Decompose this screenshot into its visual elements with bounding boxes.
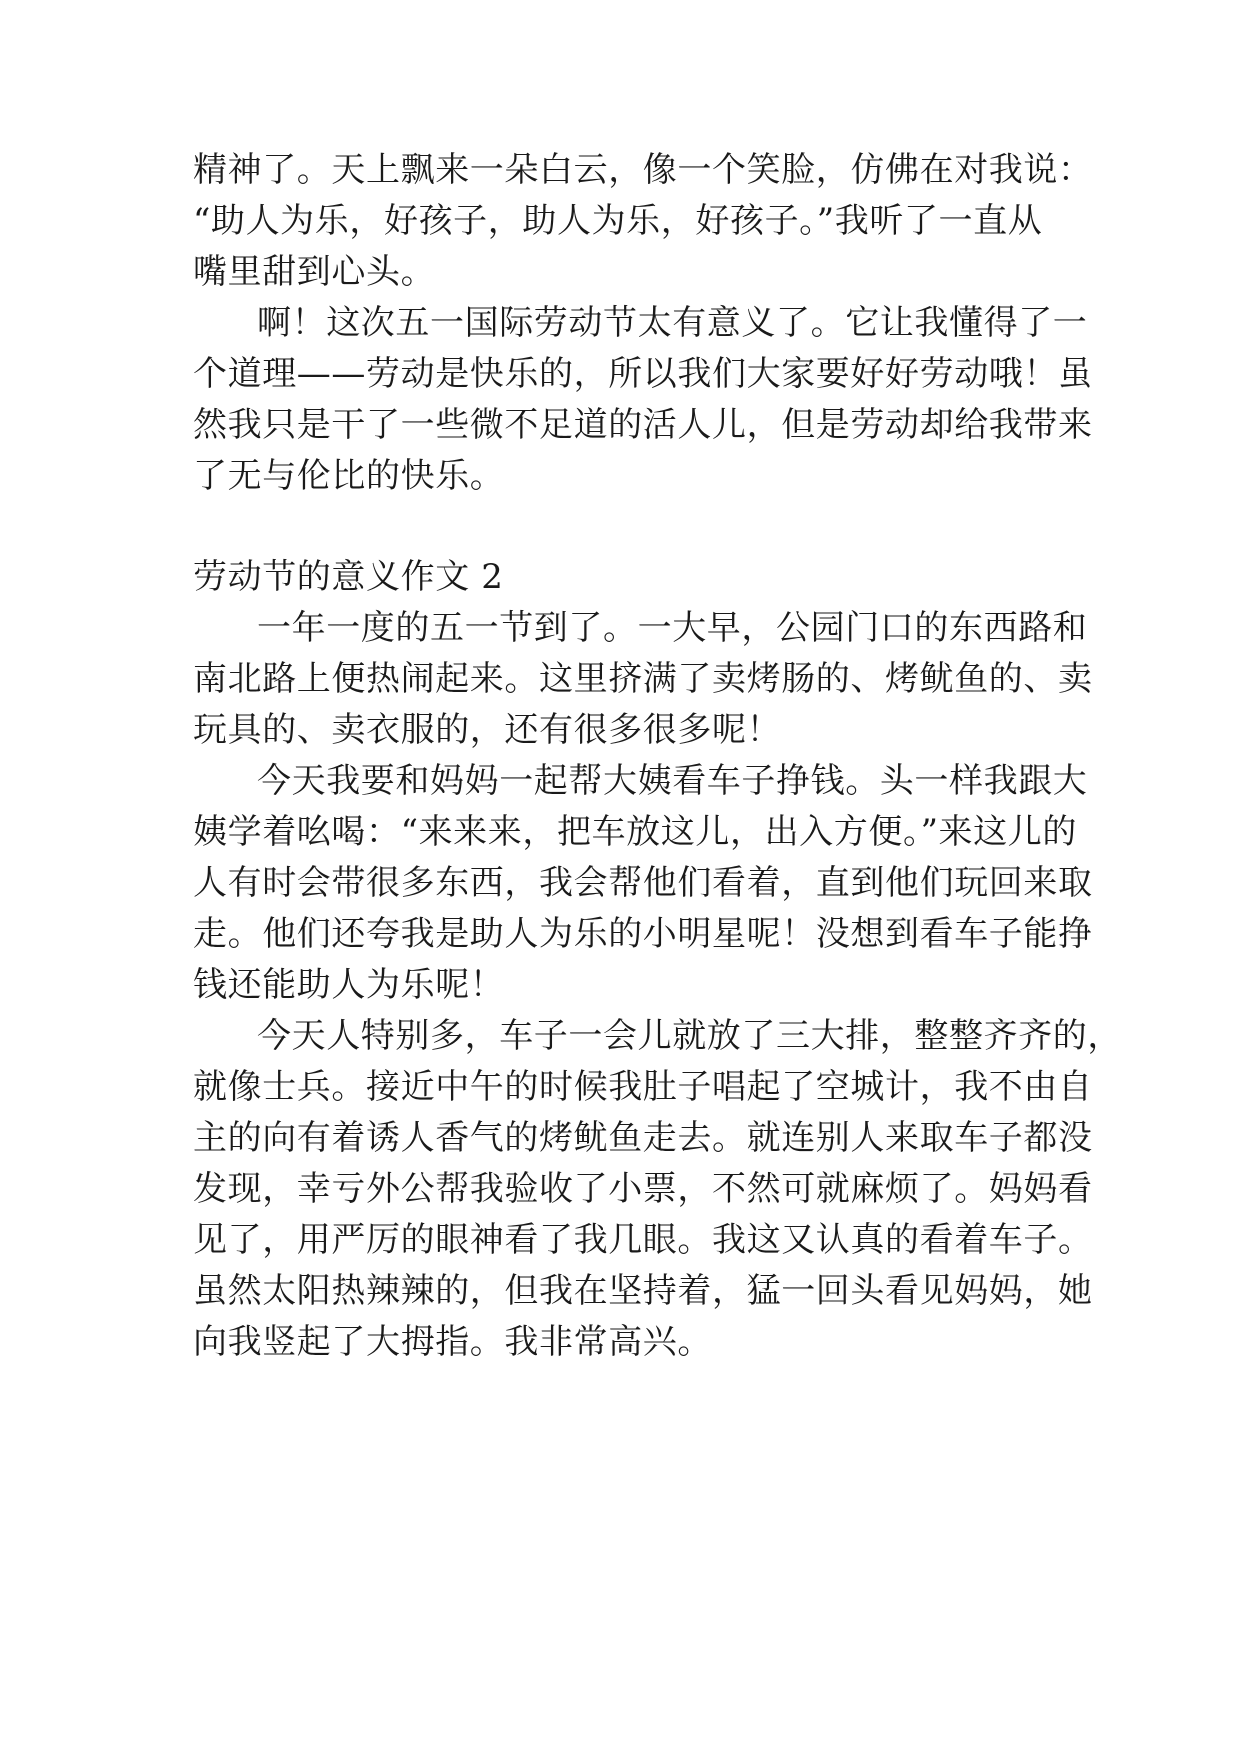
paragraph-line: 嘴里甜到心头。 [193, 252, 436, 292]
paragraph-line: 虽然太阳热辣辣的，但我在坚持着，猛一回头看见妈妈，她 [193, 1271, 1093, 1311]
paragraph-line: 啊！这次五一国际劳动节太有意义了。它让我懂得了一 [257, 303, 1088, 343]
paragraph-line: 一年一度的五一节到了。一大早，公园门口的东西路和 [257, 608, 1088, 648]
paragraph-line: “助人为乐，好孩子，助人为乐，好孩子。”我听了一直从 [193, 201, 1043, 241]
paragraph-line: 发现，幸亏外公帮我验收了小票，不然可就麻烦了。妈妈看 [193, 1169, 1093, 1209]
paragraph-line: 就像士兵。接近中午的时候我肚子唱起了空城计，我不由自 [193, 1067, 1093, 1107]
paragraph-line: 向我竖起了大拇指。我非常高兴。 [193, 1322, 712, 1362]
paragraph-line: 主的向有着诱人香气的烤鱿鱼走去。就连别人来取车子都没 [193, 1118, 1093, 1158]
paragraph-line: 见了，用严厉的眼神看了我几眼。我这又认真的看着车子。 [193, 1220, 1093, 1260]
paragraph-line: 然我只是干了一些微不足道的活人儿，但是劳动却给我带来 [193, 405, 1093, 445]
paragraph-line: 人有时会带很多东西，我会帮他们看着，直到他们玩回来取 [193, 863, 1093, 903]
paragraph-line: 姨学着吆喝：“来来来，把车放这儿，出入方便。”来这儿的 [193, 812, 1077, 852]
paragraph-line: 了无与伦比的快乐。 [193, 456, 505, 496]
paragraph-line: 钱还能助人为乐呢！ [193, 965, 505, 1005]
essay-heading: 劳动节的意义作文 2 [193, 557, 504, 597]
paragraph-line: 走。他们还夸我是助人为乐的小明星呢！没想到看车子能挣 [193, 914, 1093, 954]
paragraph-line: 个道理——劳动是快乐的，所以我们大家要好好劳动哦！虽 [193, 354, 1093, 394]
paragraph-line: 玩具的、卖衣服的，还有很多很多呢！ [193, 710, 782, 750]
paragraph-line: 南北路上便热闹起来。这里挤满了卖烤肠的、烤鱿鱼的、卖 [193, 659, 1093, 699]
paragraph-line: 精神了。天上飘来一朵白云，像一个笑脸，仿佛在对我说： [193, 150, 1093, 190]
paragraph-line: 今天人特别多，车子一会儿就放了三大排，整整齐齐的， [257, 1016, 1122, 1056]
paragraph-line: 今天我要和妈妈一起帮大姨看车子挣钱。头一样我跟大 [257, 761, 1088, 801]
